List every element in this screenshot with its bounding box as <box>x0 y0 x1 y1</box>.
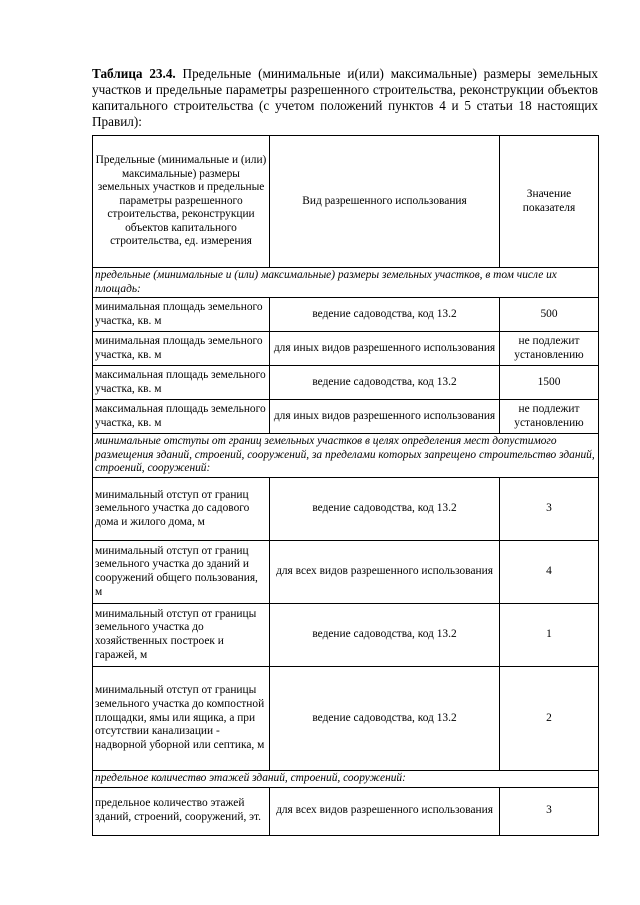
cell-value: не подлежит установлению <box>500 332 599 366</box>
cell-value: 1 <box>500 603 599 666</box>
cell-use-type: ведение садоводства, код 13.2 <box>270 366 500 400</box>
cell-parameter: минимальная площадь земельного участка, кв. м <box>93 332 270 366</box>
cell-value: 2 <box>500 666 599 770</box>
table-row <box>93 298 599 332</box>
header-value: Значение показателя <box>500 136 599 268</box>
table-row <box>93 366 599 400</box>
table-row <box>93 400 599 434</box>
table-row <box>93 787 599 835</box>
cell-value: 4 <box>500 540 599 603</box>
section-header-row <box>93 268 599 298</box>
section-title-setbacks: минимальные отступы от границ земельных участков в целях определения мест допустимого размещения зданий, строений, сооружений, за пределами которых запрещено строительство зданий, строений, сооружений: <box>93 434 599 478</box>
cell-use-type: для всех видов разрешенного использования <box>270 540 500 603</box>
cell-parameter: минимальный отступ от границ земельного участка до садового дома и жилого дома, м <box>93 477 270 540</box>
cell-parameter: минимальный отступ от границы земельного участка до компостной площадки, ямы или ящика, а при отсутствии канализации - надворной уборной или септика, м <box>93 666 270 770</box>
cell-value: 1500 <box>500 366 599 400</box>
table-row <box>93 603 599 666</box>
table-caption-label: Таблица 23.4. <box>92 66 176 81</box>
cell-value: 3 <box>500 787 599 835</box>
table-row <box>93 666 599 770</box>
cell-use-type: для всех видов разрешенного использования <box>270 787 500 835</box>
cell-use-type: ведение садоводства, код 13.2 <box>270 298 500 332</box>
cell-use-type: ведение садоводства, код 13.2 <box>270 477 500 540</box>
cell-use-type: ведение садоводства, код 13.2 <box>270 666 500 770</box>
section-title-floors: предельное количество этажей зданий, строений, сооружений: <box>93 770 599 787</box>
table-row <box>93 332 599 366</box>
cell-value: 3 <box>500 477 599 540</box>
cell-value: 500 <box>500 298 599 332</box>
header-use-type: Вид разрешенного использования <box>270 136 500 268</box>
table-caption <box>92 66 598 130</box>
table-row <box>93 477 599 540</box>
cell-parameter: предельное количество этажей зданий, строений, сооружений, эт. <box>93 787 270 835</box>
parameters-table <box>92 135 599 836</box>
table-caption-text: Предельные (минимальные и(или) максимальные) размеры земельных участков и предельные параметры разрешенного строительства, реконструкции объектов капитального строительства (с учетом положений пунктов 4 и 5 статьи 18 настоящих Правил): <box>92 66 598 129</box>
section-header-row <box>93 770 599 787</box>
cell-parameter: минимальный отступ от границы земельного участка до хозяйственных построек и гаражей, м <box>93 603 270 666</box>
table-header-row <box>93 136 599 268</box>
cell-use-type: для иных видов разрешенного использования <box>270 400 500 434</box>
cell-parameter: минимальная площадь земельного участка, кв. м <box>93 298 270 332</box>
table-row <box>93 540 599 603</box>
cell-parameter: максимальная площадь земельного участка, кв. м <box>93 400 270 434</box>
cell-parameter: максимальная площадь земельного участка, кв. м <box>93 366 270 400</box>
header-parameter: Предельные (минимальные и (или) максимальные) размеры земельных участков и предельные параметры разрешенного строительства, реконструкции объектов капитального строительства, ед. измерения <box>93 136 270 268</box>
section-header-row <box>93 434 599 478</box>
cell-value: не подлежит установлению <box>500 400 599 434</box>
cell-parameter: минимальный отступ от границ земельного участка до зданий и сооружений общего пользования, м <box>93 540 270 603</box>
cell-use-type: ведение садоводства, код 13.2 <box>270 603 500 666</box>
section-title-plot-sizes: предельные (минимальные и (или) максимальные) размеры земельных участков, в том числе их площадь: <box>93 268 599 298</box>
cell-use-type: для иных видов разрешенного использования <box>270 332 500 366</box>
